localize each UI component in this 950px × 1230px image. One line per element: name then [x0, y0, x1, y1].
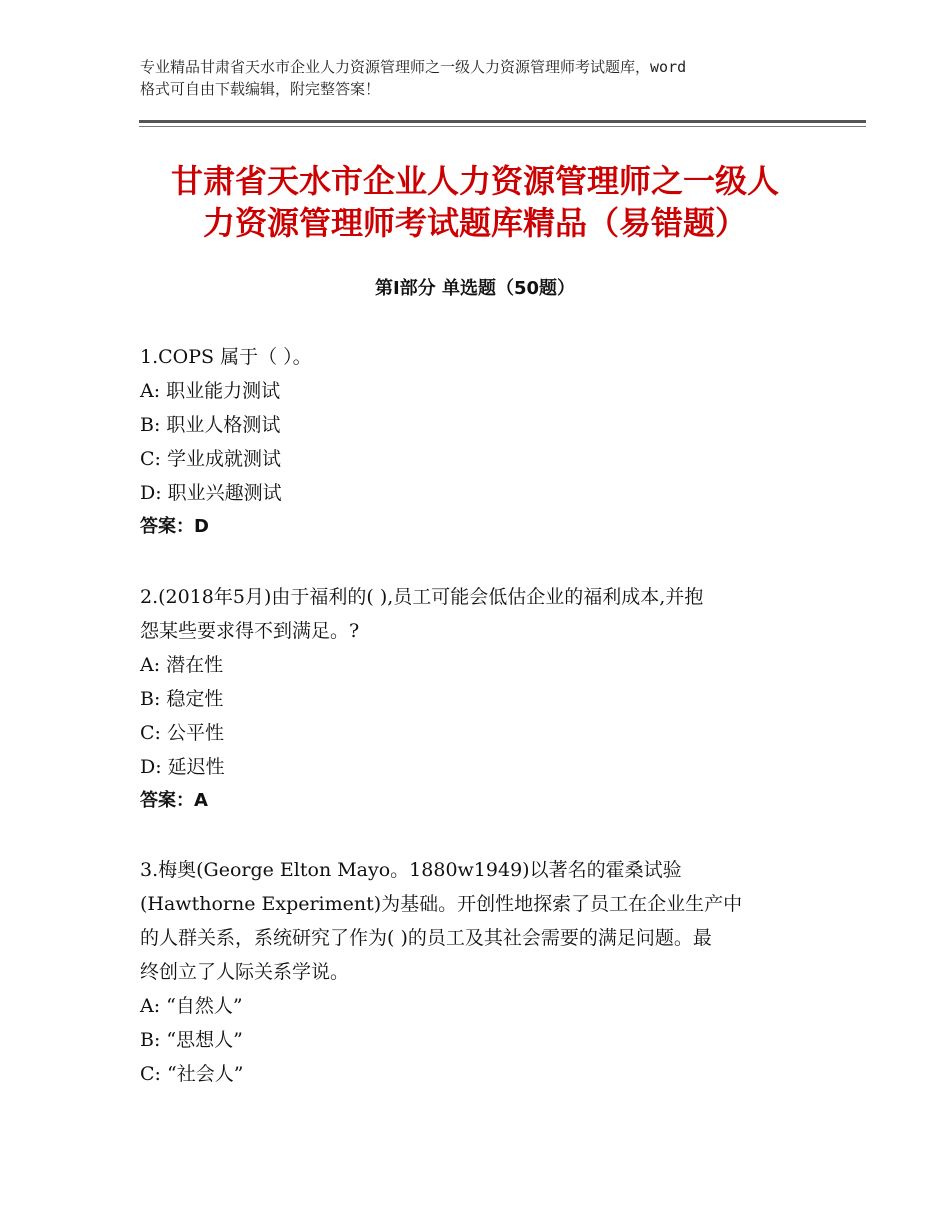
header-note-line: 专业精品甘肃省天水市企业人力资源管理师之一级人力资源管理师考试题库，word: [140, 58, 687, 76]
question-1: [140, 340, 820, 544]
option-b: B: 职业人格测试: [140, 414, 281, 436]
header-divider-thick: [139, 120, 866, 123]
option-c: C: “社会人”: [140, 1063, 244, 1085]
option-b: B: 稳定性: [140, 688, 224, 710]
title-line: 甘肃省天水市企业人力资源管理师之一级人: [170, 162, 779, 200]
option-a: A: 职业能力测试: [140, 380, 281, 402]
question-stem: 3.梅奥(George Elton Mayo。1880w1949)以著名的霍桑试验: [140, 859, 682, 881]
section-heading: 第Ⅰ部分 单选题（50题）: [374, 278, 575, 299]
option-c: C: 学业成就测试: [140, 448, 281, 470]
question-stem: (Hawthorne Experiment)为基础。开创性地探索了员工在企业生产中: [140, 893, 743, 915]
title-line: 力资源管理师考试题库精品（易错题）: [202, 204, 747, 242]
option-b: B: “思想人”: [140, 1029, 243, 1051]
option-d: D: 职业兴趣测试: [140, 482, 282, 504]
question-stem: 2.(2018年5月)由于福利的( ),员工可能会低估企业的福利成本,并抱: [140, 586, 704, 608]
question-2: [140, 580, 820, 818]
answer-label: 答案：D: [140, 516, 209, 537]
question-stem: 1.COPS 属于（ ）。: [140, 346, 312, 368]
question-stem: 终创立了人际关系学说。: [140, 961, 350, 983]
option-a: A: “自然人”: [140, 995, 243, 1017]
answer-label: 答案：A: [140, 790, 208, 811]
option-a: A: 潜在性: [140, 654, 224, 676]
question-3: [140, 853, 820, 1091]
option-c: C: 公平性: [140, 722, 224, 744]
question-stem: 的人群关系，系统研究了作为( )的员工及其社会需要的满足问题。最: [140, 927, 712, 949]
document-title: [140, 160, 810, 244]
header-note: [140, 56, 830, 100]
option-d: D: 延迟性: [140, 756, 225, 778]
header-note-line: 格式可自由下载编辑，附完整答案！: [140, 80, 381, 98]
question-stem: 怨某些要求得不到满足。?: [140, 620, 360, 642]
header-divider-thin: [139, 126, 866, 127]
